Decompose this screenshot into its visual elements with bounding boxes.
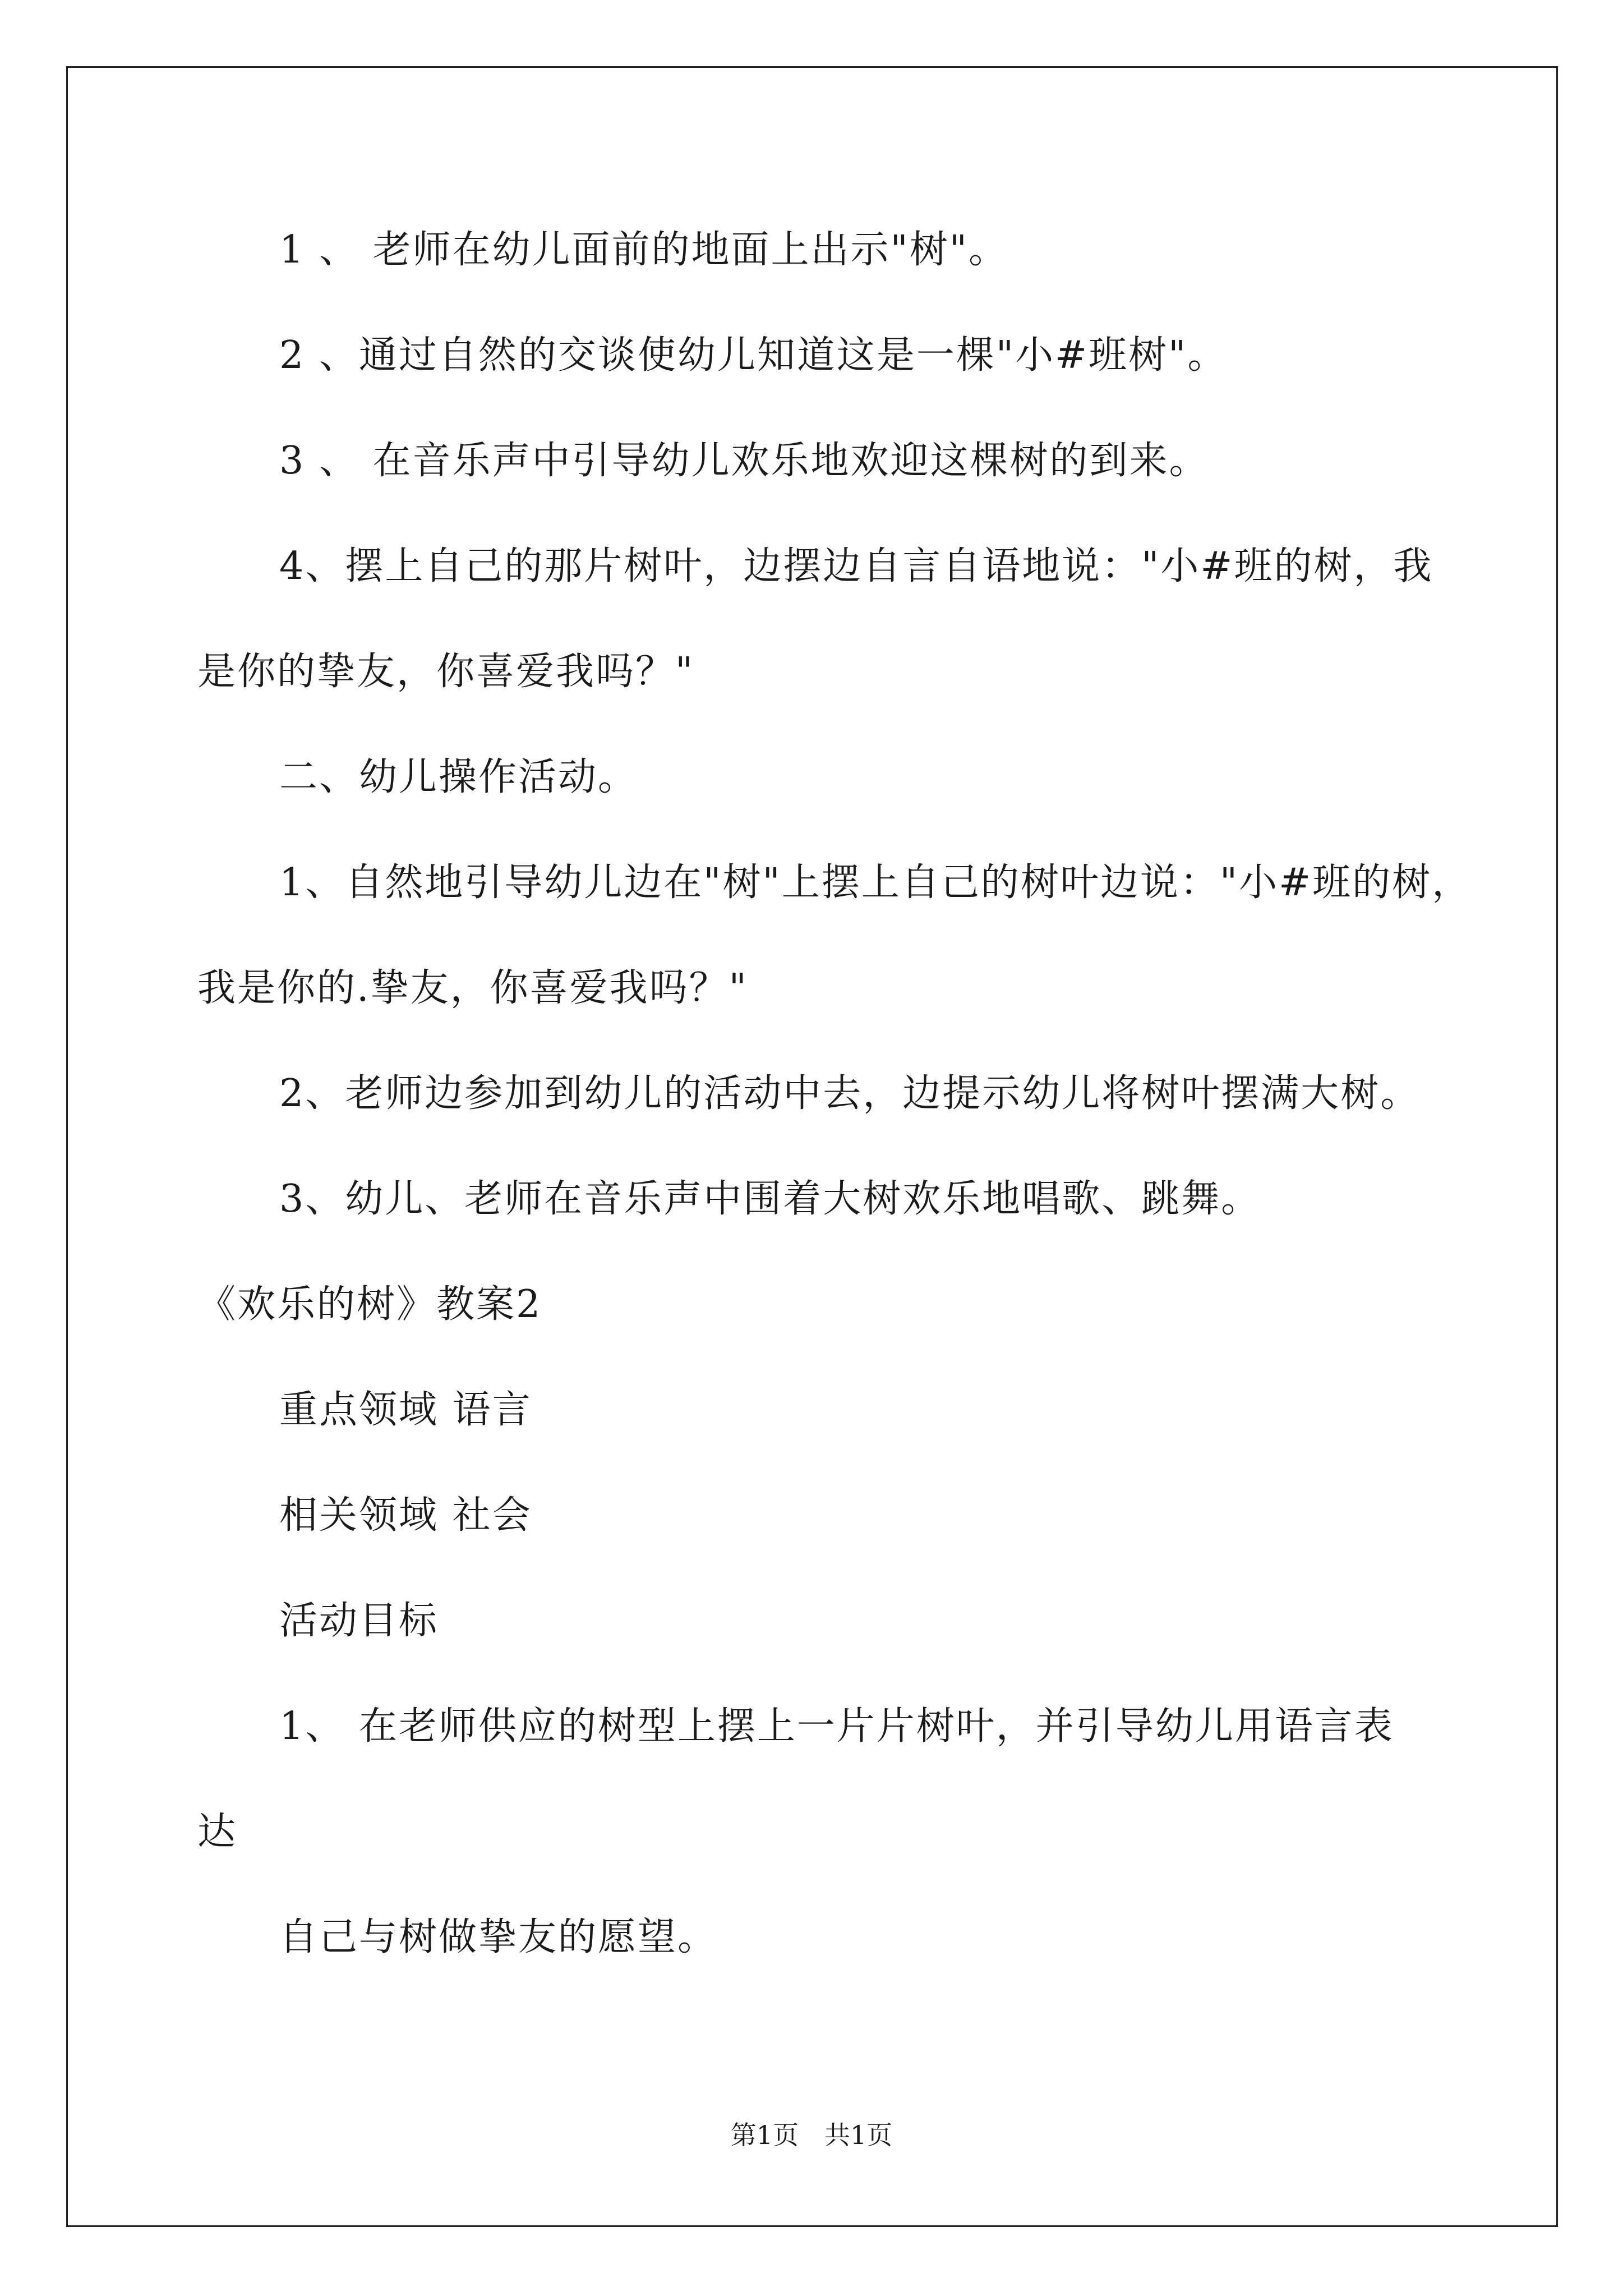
page-footer: 第1页 共1页 [730, 2120, 893, 2150]
text-line: 相关领域 社会 [279, 1493, 532, 1538]
text-line: 4、摆上自己的那片树叶，边摆边自言自语地说："小#班的树，我 [279, 544, 1433, 588]
text-line: 1、 在老师供应的树型上摆上一片片树叶，并引导幼儿用语言表 [279, 1704, 1394, 1749]
text-line: 是你的挚友，你喜爱我吗？" [197, 650, 695, 694]
text-line: 1、自然地引导幼儿边在"树"上摆上自己的树叶边说："小#班的树， [279, 861, 1472, 905]
page-border [66, 66, 1558, 2227]
text-line: 2 、通过自然的交谈使幼儿知道这是一棵"小#班树"。 [279, 333, 1228, 378]
text-line: 2、老师边参加到幼儿的活动中去，边提示幼儿将树叶摆满大树。 [279, 1071, 1421, 1116]
text-line: 3、幼儿、老师在音乐声中围着大树欢乐地唱歌、跳舞。 [279, 1177, 1261, 1221]
text-line: 达 [197, 1810, 238, 1854]
text-line: 自己与树做挚友的愿望。 [279, 1915, 718, 1959]
text-line: 重点领域 语言 [279, 1388, 532, 1432]
section-heading: 二、幼儿操作活动。 [279, 755, 638, 799]
text-line: 我是你的.挚友，你喜爱我吗？" [197, 966, 748, 1010]
text-line: 1 、 老师在幼儿面前的地面上出示"树"。 [279, 228, 1009, 272]
section-heading: 活动目标 [279, 1599, 439, 1643]
lesson-title: 《欢乐的树》教案2 [197, 1282, 542, 1327]
text-line: 3 、 在音乐声中引导幼儿欢乐地欢迎这棵树的到来。 [279, 439, 1209, 483]
